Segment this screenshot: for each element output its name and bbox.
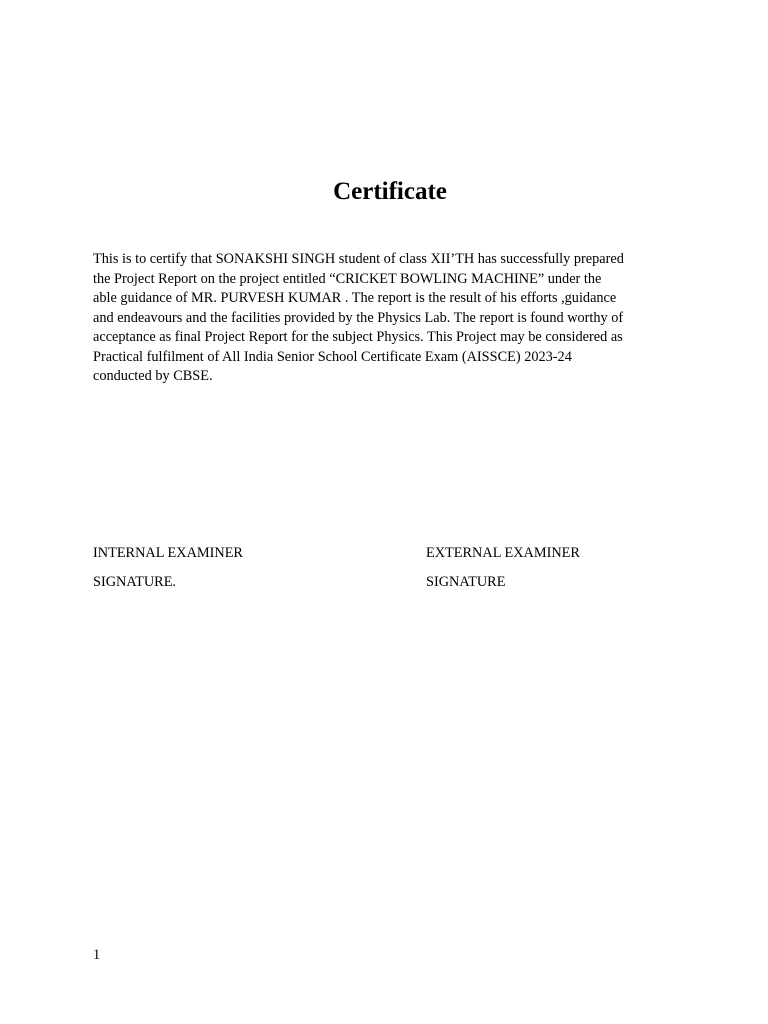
- body-line: acceptance as final Project Report for the subject Physics. This Project may be considered as: [93, 329, 623, 345]
- page-title: Certificate: [333, 178, 447, 205]
- certificate-body: [93, 250, 675, 387]
- body-line: the Project Report on the project entitled “CRICKET BOWLING MACHINE” under the: [93, 270, 602, 287]
- page-number: 1: [93, 947, 101, 963]
- external-examiner-label: EXTERNAL EXAMINER: [426, 545, 580, 561]
- body-line: conducted by CBSE.: [93, 368, 213, 384]
- internal-examiner-signature-label: SIGNATURE.: [93, 574, 177, 590]
- internal-examiner-label: INTERNAL EXAMINER: [93, 545, 243, 561]
- body-line: This is to certify that SONAKSHI SINGH student of class XII’TH has successfully prepared: [93, 251, 624, 267]
- external-examiner-signature-label: SIGNATURE: [426, 574, 506, 590]
- body-line: Practical fulfilment of All India Senior School Certificate Exam (AISSCE) 2023-24: [93, 348, 572, 365]
- body-line: able guidance of MR. PURVESH KUMAR . The report is the result of his efforts ,guidance: [93, 290, 617, 306]
- body-line: and endeavours and the facilities provided by the Physics Lab. The report is found worthy of: [93, 309, 624, 326]
